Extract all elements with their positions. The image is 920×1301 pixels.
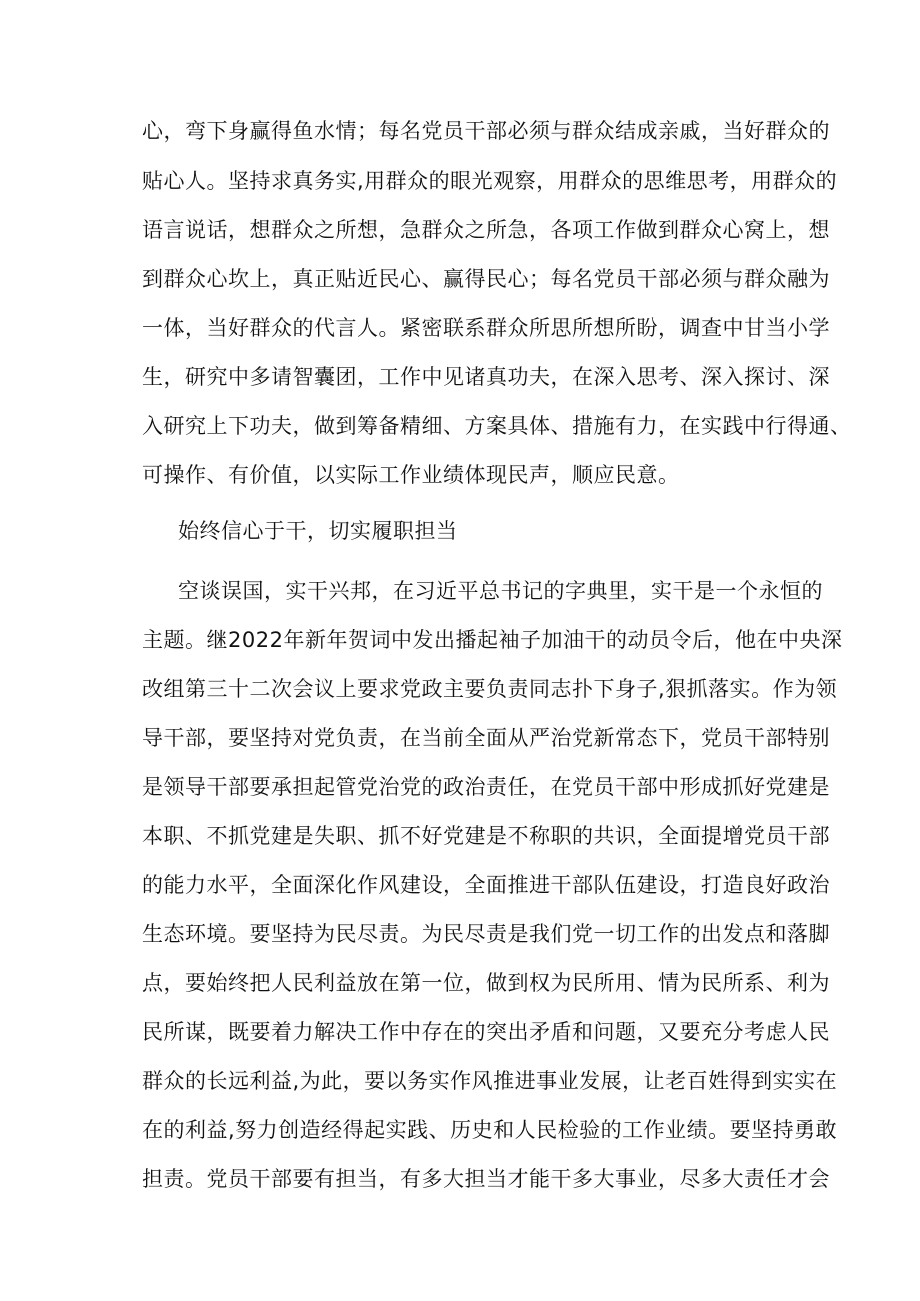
paragraph-2-line-5: 是领导干部要承担起管党治党的政治责任，在党员干部中形成抓好党建是 [142,775,830,799]
paragraph-2-line-4: 导干部，要坚持对党负责，在当前全面从严治党新常态下，党员干部特别 [142,726,830,750]
paragraph-1-line-6: 生，研究中多请智囊团，工作中见诸真功夫，在深入思考、深入探讨、深 [142,365,830,389]
paragraph-2-line-10: 民所谋，既要着力解决工作中存在的突出矛盾和问题，又要充分考虑人民 [142,1020,830,1044]
paragraph-1-line-8: 可操作、有价值，以实际工作业绩体现民声，顺应民意。 [142,463,680,487]
paragraph-2-line-9: 点，要始终把人民利益放在第一位，做到权为民所用、情为民所系、利为 [142,971,830,995]
paragraph-2-line-1: 空谈误国，实干兴邦，在习近平总书记的字典里，实干是一个永恒的 [178,579,823,603]
paragraph-2-line-3: 改组第三十二次会议上要求党政主要负责同志扑下身子,狠抓落实。作为领 [142,677,838,701]
paragraph-1-line-4: 到群众心坎上，真正贴近民心、赢得民心；每名党员干部必须与群众融为 [142,267,830,291]
paragraph-1-line-5: 一体，当好群众的代言人。紧密联系群众所思所想所盼，调查中甘当小学 [142,316,830,340]
paragraph-2-line-12: 在的利益,努力创造经得起实践、历史和人民检验的工作业绩。要坚持勇敢 [142,1118,838,1142]
paragraph-2-line-11: 群众的长远利益,为此，要以务实作风推进事业发展，让老百姓得到实实在 [142,1069,838,1093]
paragraph-2-line-6: 本职、不抓党建是失职、抓不好党建是不称职的共识，全面提增党员干部 [142,824,830,848]
paragraph-1-line-1: 心，弯下身赢得鱼水情；每名党员干部必须与群众结成亲戚，当好群众的 [142,119,830,143]
paragraph-1-line-3: 语言说话，想群众之所想，急群众之所急，各项工作做到群众心窝上，想 [142,218,830,242]
paragraph-2-line-7: 的能力水平，全面深化作风建设，全面推进干部队伍建设，打造良好政治 [142,873,830,897]
paragraph-1-line-2: 贴心人。坚持求真务实,用群众的眼光观察，用群众的思维思考，用群众的 [142,169,838,193]
paragraph-2-line-2: 主题。继2022年新年贺词中发出播起袖子加油干的动员令后，他在中央深 [142,628,843,652]
paragraph-1-line-7: 入研究上下功夫，做到筹备精细、方案具体、措施有力，在实践中行得通、 [142,414,852,438]
section-heading: 始终信心于干，切实履职担当 [178,519,458,543]
paragraph-2-line-13: 担责。党员干部要有担当，有多大担当才能干多大事业，尽多大责任才会 [142,1167,830,1191]
paragraph-2-line-8: 生态环境。要坚持为民尽责。为民尽责是我们党一切工作的出发点和落脚 [142,922,830,946]
